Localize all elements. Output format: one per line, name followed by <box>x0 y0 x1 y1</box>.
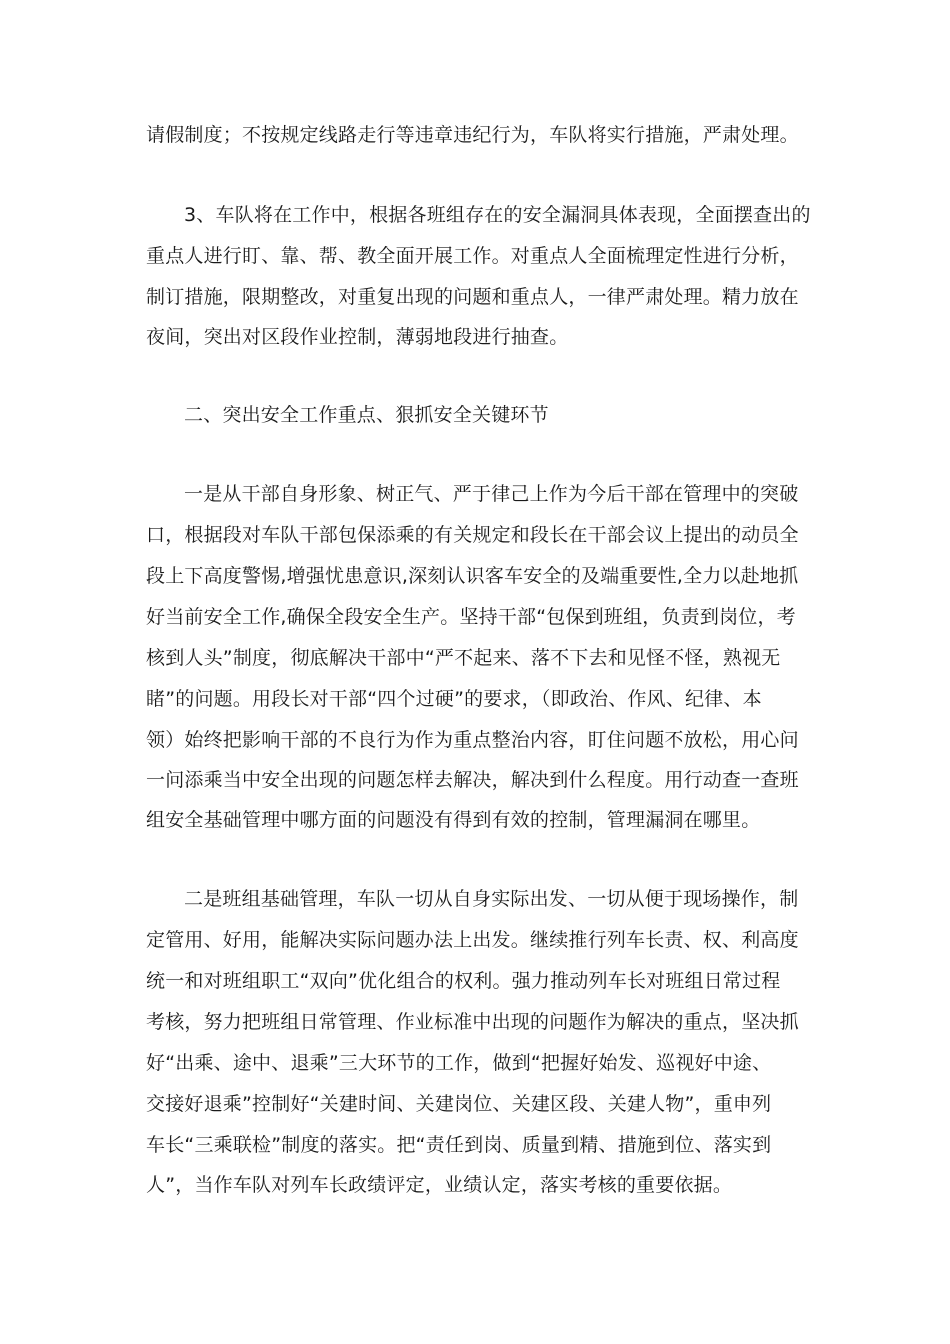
text-line: 睹”的问题。用段长对干部“四个过硬”的要求，（即政治、作风、纪律、本 <box>146 688 762 710</box>
text-line: 统一和对班组职工“双向”优化组合的权利。强力推动列车长对班组日常过程 <box>146 970 781 992</box>
text-line: 核到人头”制度，彻底解决干部中“严不起来、落不下去和见怪不怪，熟视无 <box>146 647 781 669</box>
text-line: 交接好退乘”控制好“关建时间、关建岗位、关建区段、关建人物”，重申列 <box>146 1093 772 1115</box>
text-line: 段上下高度警惕,增强忧患意识,深刻认识客车安全的及端重要性,全力以赴地抓 <box>146 565 799 587</box>
text-line: 夜间，突出对区段作业控制，薄弱地段进行抽查。 <box>146 326 569 348</box>
text-line: 一是从干部自身形象、树正气、严于律己上作为今后干部在管理中的突破 <box>184 483 799 505</box>
text-line: 制订措施，限期整改，对重复出现的问题和重点人，一律严肃处理。精力放在 <box>146 286 799 308</box>
text-line: 3、车队将在工作中，根据各班组存在的安全漏洞具体表现，全面摆查出的 <box>184 204 811 226</box>
text-line: 领）始终把影响干部的不良行为作为重点整治内容，盯住问题不放松，用心问 <box>146 729 799 751</box>
text-line: 请假制度；不按规定线路走行等违章违纪行为，车队将实行措施，严肃处理。 <box>146 124 799 146</box>
text-line: 人”，当作车队对列车长政绩评定，业绩认定，落实考核的重要依据。 <box>146 1174 733 1196</box>
section-heading: 二、突出安全工作重点、狠抓安全关键环节 <box>184 404 549 426</box>
text-line: 车长“三乘联检”制度的落实。把“责任到岗、质量到精、措施到位、落实到 <box>146 1134 772 1156</box>
text-line: 组安全基础管理中哪方面的问题没有得到有效的控制，管理漏洞在哪里。 <box>146 809 761 831</box>
text-line: 定管用、好用，能解决实际问题办法上出发。继续推行列车长责、权、利高度 <box>146 929 799 951</box>
text-line: 好当前安全工作,确保全段安全生产。坚持干部“包保到班组，负责到岗位，考 <box>146 606 796 628</box>
text-line: 考核，努力把班组日常管理、作业标准中出现的问题作为解决的重点，坚决抓 <box>146 1011 799 1033</box>
text-line: 口，根据段对车队干部包保添乘的有关规定和段长在干部会议上提出的动员全 <box>146 524 799 546</box>
text-line: 一问添乘当中安全出现的问题怎样去解决，解决到什么程度。用行动查一查班 <box>146 769 799 791</box>
text-line: 二是班组基础管理，车队一切从自身实际出发、一切从便于现场操作，制 <box>184 888 799 910</box>
text-line: 好“出乘、途中、退乘”三大环节的工作，做到“把握好始发、巡视好中途、 <box>146 1052 772 1074</box>
text-line: 重点人进行盯、靠、帮、教全面开展工作。对重点人全面梳理定性进行分析， <box>146 245 799 267</box>
